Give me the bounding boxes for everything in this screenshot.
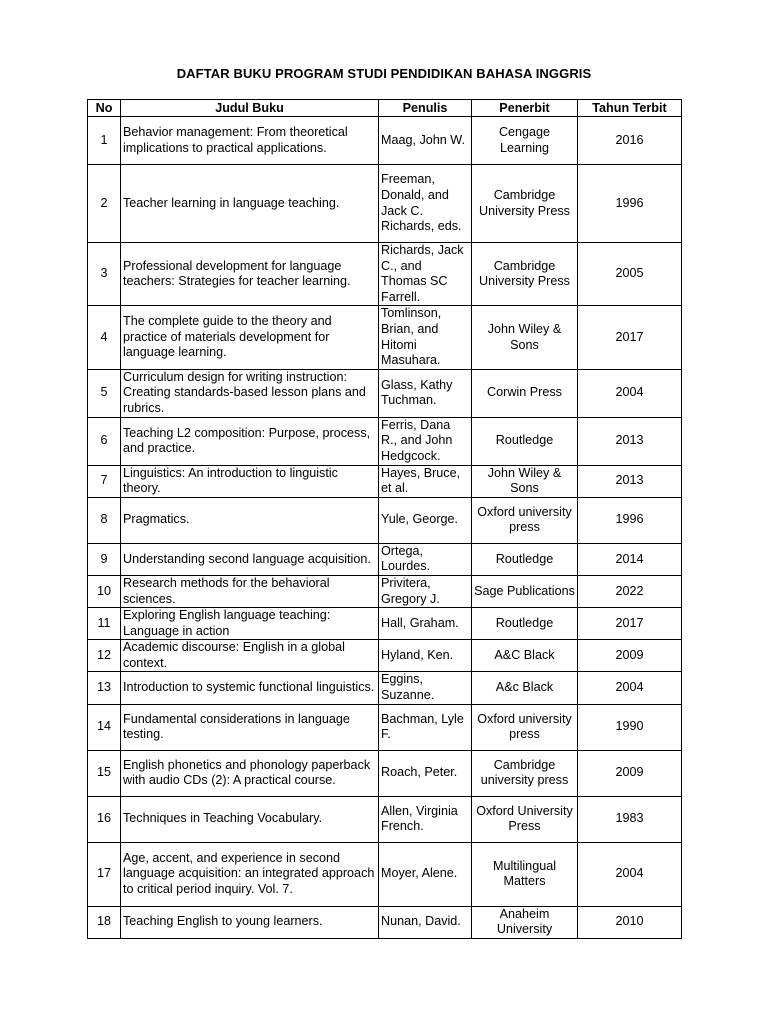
cell-author: Maag, John W. [379,117,472,165]
cell-no: 3 [88,243,121,306]
cell-title: Professional development for language teachers: Strategies for teacher learning. [121,243,379,306]
table-row [88,243,682,306]
table-row [88,465,682,497]
table-row [88,575,682,607]
cell-no: 4 [88,306,121,369]
cell-publisher: Routledge [472,417,578,465]
cell-author: Roach, Peter. [379,750,472,796]
cell-title: Teaching L2 composition: Purpose, process, and practice. [121,417,379,465]
cell-no: 8 [88,497,121,543]
book-table [87,99,682,939]
cell-publisher: Oxford university press [472,497,578,543]
cell-publisher: Multilingual Matters [472,842,578,906]
cell-author: Eggins, Suzanne. [379,672,472,704]
cell-no: 7 [88,465,121,497]
table-row [88,750,682,796]
cell-year: 2014 [578,543,682,575]
cell-author: Yule, George. [379,497,472,543]
cell-publisher: Sage Publications [472,575,578,607]
cell-author: Nunan, David. [379,906,472,938]
cell-year: 2004 [578,369,682,417]
cell-publisher: John Wiley & Sons [472,306,578,369]
cell-year: 2009 [578,750,682,796]
cell-author: Ferris, Dana R., and John Hedgcock. [379,417,472,465]
cell-publisher: Cambridge University Press [472,243,578,306]
cell-no: 18 [88,906,121,938]
cell-title: Teaching English to young learners. [121,906,379,938]
cell-year: 2004 [578,672,682,704]
cell-publisher: Anaheim University [472,906,578,938]
cell-year: 2009 [578,640,682,672]
cell-title: Research methods for the behavioral sciences. [121,575,379,607]
cell-title: The complete guide to the theory and practice of materials development for language learning. [121,306,379,369]
table-row [88,640,682,672]
cell-author: Tomlinson, Brian, and Hitomi Masuhara. [379,306,472,369]
cell-author: Hyland, Ken. [379,640,472,672]
cell-no: 16 [88,796,121,842]
cell-title: Teacher learning in language teaching. [121,165,379,243]
table-row [88,796,682,842]
cell-no: 1 [88,117,121,165]
table-row [88,906,682,938]
cell-year: 1990 [578,704,682,750]
cell-title: Techniques in Teaching Vocabulary. [121,796,379,842]
cell-author: Freeman, Donald, and Jack C. Richards, eds. [379,165,472,243]
cell-publisher: Cambridge university press [472,750,578,796]
table-row [88,417,682,465]
table-row [88,306,682,369]
cell-publisher: Corwin Press [472,369,578,417]
cell-no: 11 [88,608,121,640]
table-row [88,543,682,575]
table-row [88,165,682,243]
cell-no: 12 [88,640,121,672]
cell-no: 5 [88,369,121,417]
cell-year: 2017 [578,608,682,640]
cell-publisher: John Wiley & Sons [472,465,578,497]
cell-no: 6 [88,417,121,465]
cell-author: Moyer, Alene. [379,842,472,906]
cell-title: Age, accent, and experience in second language acquisition: an integrated approach to critical period inquiry. Vol. 7. [121,842,379,906]
cell-title: Understanding second language acquisition. [121,543,379,575]
cell-author: Bachman, Lyle F. [379,704,472,750]
cell-publisher: Oxford University Press [472,796,578,842]
cell-year: 2017 [578,306,682,369]
cell-title: Linguistics: An introduction to linguistic theory. [121,465,379,497]
table-row [88,497,682,543]
table-row [88,704,682,750]
cell-publisher: Routledge [472,543,578,575]
cell-no: 13 [88,672,121,704]
cell-publisher: Cambridge University Press [472,165,578,243]
table-row [88,117,682,165]
cell-no: 9 [88,543,121,575]
cell-author: Hall, Graham. [379,608,472,640]
cell-publisher: Oxford university press [472,704,578,750]
column-header-title: Judul Buku [121,100,379,117]
cell-year: 1996 [578,165,682,243]
table-row [88,672,682,704]
cell-title: Pragmatics. [121,497,379,543]
cell-year: 2004 [578,842,682,906]
cell-publisher: Routledge [472,608,578,640]
cell-year: 2022 [578,575,682,607]
cell-year: 2005 [578,243,682,306]
cell-no: 17 [88,842,121,906]
cell-no: 15 [88,750,121,796]
cell-title: Introduction to systemic functional linguistics. [121,672,379,704]
cell-year: 1996 [578,497,682,543]
cell-author: Glass, Kathy Tuchman. [379,369,472,417]
column-header-year: Tahun Terbit [578,100,682,117]
column-header-author: Penulis [379,100,472,117]
column-header-publisher: Penerbit [472,100,578,117]
cell-author: Ortega, Lourdes. [379,543,472,575]
page-title: DAFTAR BUKU PROGRAM STUDI PENDIDIKAN BAHASA INGGRIS [176,66,592,81]
cell-year: 1983 [578,796,682,842]
table-body [88,117,682,939]
cell-no: 14 [88,704,121,750]
cell-no: 2 [88,165,121,243]
cell-title: Behavior management: From theoretical implications to practical applications. [121,117,379,165]
cell-author: Richards, Jack C., and Thomas SC Farrell. [379,243,472,306]
cell-no: 10 [88,575,121,607]
cell-author: Allen, Virginia French. [379,796,472,842]
table-header-row [88,100,682,117]
cell-publisher: A&c Black [472,672,578,704]
cell-year: 2016 [578,117,682,165]
column-header-no: No [88,100,121,117]
cell-author: Privitera, Gregory J. [379,575,472,607]
cell-title: Academic discourse: English in a global context. [121,640,379,672]
cell-title: Exploring English language teaching: Language in action [121,608,379,640]
cell-year: 2010 [578,906,682,938]
cell-year: 2013 [578,417,682,465]
cell-title: English phonetics and phonology paperback with audio CDs (2): A practical course. [121,750,379,796]
table-row [88,608,682,640]
cell-title: Fundamental considerations in language testing. [121,704,379,750]
table-row [88,369,682,417]
cell-author: Hayes, Bruce, et al. [379,465,472,497]
cell-title: Curriculum design for writing instruction: Creating standards-based lesson plans and rubrics. [121,369,379,417]
table-row [88,842,682,906]
cell-publisher: A&C Black [472,640,578,672]
cell-publisher: Cengage Learning [472,117,578,165]
cell-year: 2013 [578,465,682,497]
